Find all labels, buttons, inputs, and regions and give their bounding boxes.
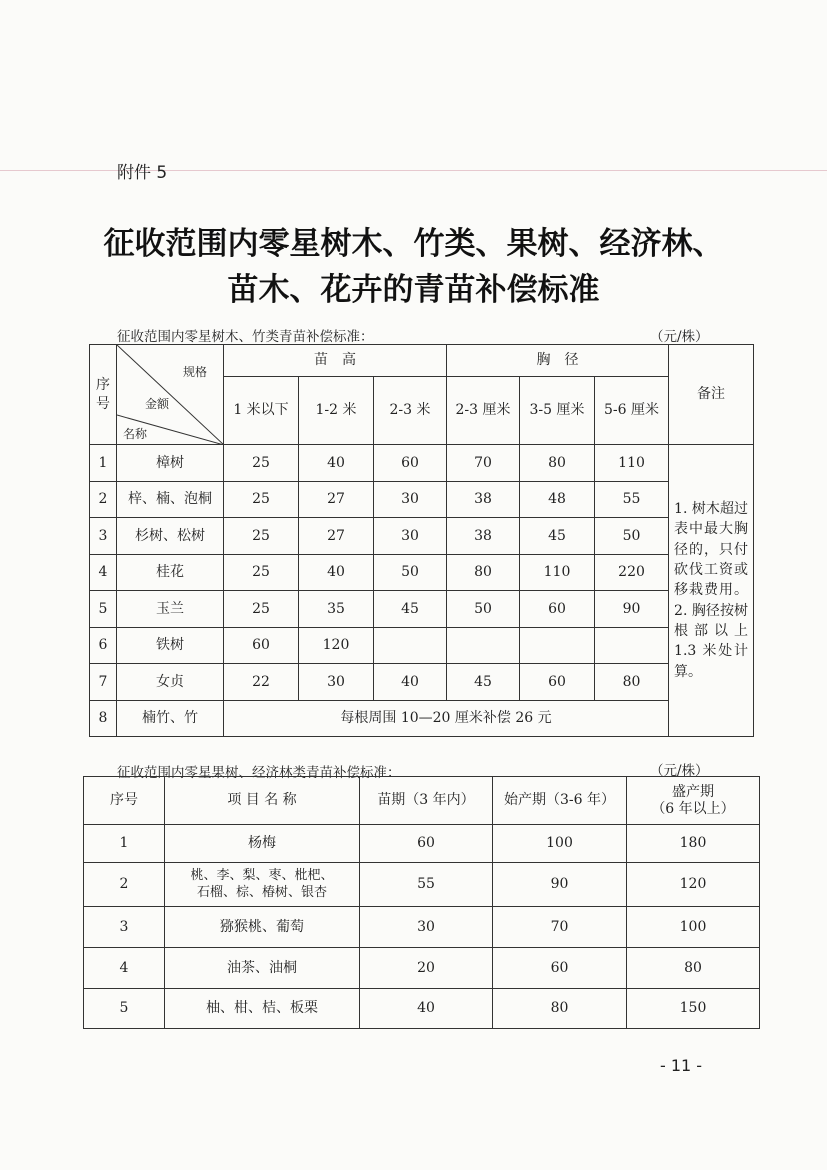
row-name-line-1: 桃、李、梨、枣、枇杷、 [190, 868, 334, 884]
row-seq: 5 [84, 989, 165, 1029]
table-row [90, 664, 754, 701]
cell-value: 40 [360, 989, 493, 1029]
cell-value: 50 [595, 518, 669, 555]
row-seq: 4 [90, 555, 117, 591]
cell-value: 40 [374, 664, 447, 701]
row-name: 柚、柑、桔、板栗 [165, 989, 360, 1029]
table-row [90, 701, 754, 737]
cell-value: 80 [627, 948, 760, 989]
table2-caption: 征收范围内零星果树、经济林类青苗补偿标准： [117, 765, 401, 781]
row-name: 楠竹、竹 [117, 701, 224, 737]
cell-value: 55 [360, 863, 493, 907]
subheader-height-1-2m: 1-2 米 [299, 377, 374, 445]
cell-value: 45 [447, 664, 520, 701]
subheader-diameter-5-6cm: 5-6 厘米 [595, 377, 669, 445]
table-row [90, 555, 754, 591]
cell-value: 60 [520, 664, 595, 701]
table-row [84, 948, 760, 989]
table1-unit: （元/株） [650, 329, 709, 345]
cell-value: 30 [374, 518, 447, 555]
cell-value: 60 [374, 445, 447, 482]
fruit-tree-compensation-table [83, 776, 760, 1029]
table1-seq-header: 序号 [90, 345, 117, 445]
cell-value: 70 [493, 907, 627, 948]
cell-value: 25 [224, 482, 299, 518]
cell-value: 80 [493, 989, 627, 1029]
cell-value: 110 [595, 445, 669, 482]
cell-value [447, 628, 520, 664]
spec-label: 规格 [183, 365, 208, 379]
cell-value: 80 [447, 555, 520, 591]
table1-caption: 征收范围内零星树木、竹类青苗补偿标准： [117, 329, 374, 345]
cell-value: 25 [224, 555, 299, 591]
cell-value: 120 [627, 863, 760, 907]
cell-value: 50 [374, 555, 447, 591]
table-row [90, 445, 754, 482]
row-name: 玉兰 [117, 591, 224, 628]
cell-value: 90 [595, 591, 669, 628]
cell-value: 40 [299, 445, 374, 482]
table-row [84, 989, 760, 1029]
cell-value: 120 [299, 628, 374, 664]
row-seq: 3 [84, 907, 165, 948]
row-seq: 7 [90, 664, 117, 701]
cell-value: 100 [493, 825, 627, 863]
row-seq: 1 [90, 445, 117, 482]
cell-value: 25 [224, 591, 299, 628]
row-name-line-2: 石榴、棕、椿树、银杏 [196, 884, 327, 900]
cell-value: 110 [520, 555, 595, 591]
note-cell: 1. 树木超过表中最大胸径的，只付砍伐工资或移栽费用。2. 胸径按树根部以上 1.3 米处计算。 [669, 445, 754, 737]
table-row [90, 482, 754, 518]
cell-value: 90 [493, 863, 627, 907]
row-seq: 3 [90, 518, 117, 555]
peak-header-line-2: （6 年以上） [651, 800, 735, 817]
cell-value [374, 628, 447, 664]
row-seq: 4 [84, 948, 165, 989]
name-label: 名称 [123, 427, 148, 441]
row-name: 猕猴桃、葡萄 [165, 907, 360, 948]
table1-diagonal-header [117, 345, 224, 445]
cell-value: 30 [374, 482, 447, 518]
cell-value: 48 [520, 482, 595, 518]
amount-label: 金额 [145, 397, 170, 411]
cell-value: 55 [595, 482, 669, 518]
table-row [90, 518, 754, 555]
cell-value [595, 628, 669, 664]
row-name: 杉树、松树 [117, 518, 224, 555]
cell-value: 60 [360, 825, 493, 863]
table2-unit: （元/株） [650, 763, 709, 779]
row-seq: 2 [84, 863, 165, 907]
cell-value: 25 [224, 445, 299, 482]
diameter-group-header: 胸 径 [447, 345, 669, 377]
cell-value: 45 [374, 591, 447, 628]
seedling-period-header: 苗期（3 年内） [360, 777, 493, 825]
cell-value: 220 [595, 555, 669, 591]
row-seq: 8 [90, 701, 117, 737]
cell-value: 20 [360, 948, 493, 989]
row-name: 樟树 [117, 445, 224, 482]
row-name: 铁树 [117, 628, 224, 664]
cell-value: 60 [520, 591, 595, 628]
row-name: 女贞 [117, 664, 224, 701]
cell-value: 27 [299, 482, 374, 518]
subheader-diameter-3-5cm: 3-5 厘米 [520, 377, 595, 445]
note-header: 备注 [669, 345, 754, 445]
cell-value: 45 [520, 518, 595, 555]
cell-value: 27 [299, 518, 374, 555]
row-seq: 1 [84, 825, 165, 863]
cell-value: 25 [224, 518, 299, 555]
cell-value: 38 [447, 482, 520, 518]
table-row [90, 591, 754, 628]
table-row [84, 907, 760, 948]
cell-value: 100 [627, 907, 760, 948]
cell-value: 35 [299, 591, 374, 628]
initial-production-header: 始产期（3-6 年） [493, 777, 627, 825]
cell-value: 180 [627, 825, 760, 863]
row-name: 桂花 [117, 555, 224, 591]
cell-value: 50 [447, 591, 520, 628]
subheader-height-under-1m: 1 米以下 [224, 377, 299, 445]
document-title-line-1: 征收范围内零星树木、竹类、果树、经济林、 [103, 226, 724, 262]
height-group-header: 苗 高 [224, 345, 447, 377]
row-seq: 2 [90, 482, 117, 518]
peak-header-line-1: 盛产期 [672, 783, 714, 800]
cell-value: 80 [520, 445, 595, 482]
peak-production-header [627, 777, 760, 825]
table2-name-header: 项 目 名 称 [165, 777, 360, 825]
table-row [84, 825, 760, 863]
bamboo-compensation-text: 每根周围 10—20 厘米补偿 26 元 [224, 701, 669, 737]
cell-value: 38 [447, 518, 520, 555]
cell-value: 80 [595, 664, 669, 701]
attachment-label: 附件 5 [117, 163, 168, 183]
cell-value: 150 [627, 989, 760, 1029]
cell-value: 30 [299, 664, 374, 701]
cell-value: 60 [224, 628, 299, 664]
subheader-diameter-2-3cm: 2-3 厘米 [447, 377, 520, 445]
row-name [165, 863, 360, 907]
cell-value [520, 628, 595, 664]
page-number: - 11 - [660, 1056, 703, 1075]
row-name: 梓、楠、泡桐 [117, 482, 224, 518]
table2-seq-header: 序号 [84, 777, 165, 825]
table-row [90, 628, 754, 664]
subheader-height-2-3m: 2-3 米 [374, 377, 447, 445]
table-row [84, 863, 760, 907]
cell-value: 70 [447, 445, 520, 482]
row-seq: 5 [90, 591, 117, 628]
cell-value: 22 [224, 664, 299, 701]
row-name: 油茶、油桐 [165, 948, 360, 989]
cell-value: 40 [299, 555, 374, 591]
row-seq: 6 [90, 628, 117, 664]
tree-compensation-table [89, 344, 754, 737]
cell-value: 60 [493, 948, 627, 989]
row-name: 杨梅 [165, 825, 360, 863]
cell-value: 30 [360, 907, 493, 948]
document-title-line-2: 苗木、花卉的青苗补偿标准 [227, 272, 600, 308]
